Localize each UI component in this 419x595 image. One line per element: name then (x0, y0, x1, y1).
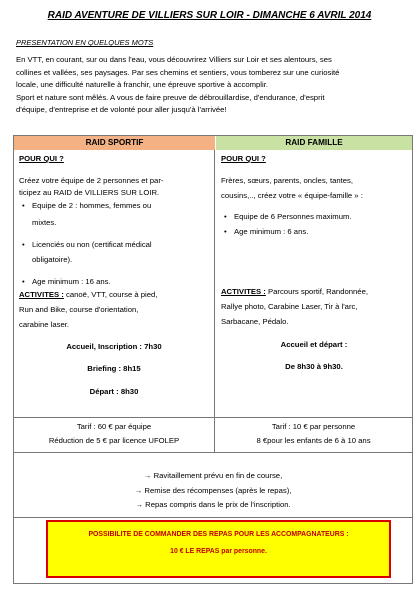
famille-content (221, 153, 407, 373)
famille-header: RAID FAMILLE (216, 136, 412, 150)
sportif-bullet: • Equipe de 2 : hommes, femmes ou (19, 200, 209, 212)
infos-item: → Remise des récompenses (après le repas), (134, 485, 292, 495)
sportif-bullet: • Age minimum : 16 ans. (19, 276, 209, 288)
sportif-activites-label: ACTIVITES : (19, 289, 64, 299)
famille-bullet: • Equipe de 6 Personnes maximum. (221, 211, 407, 223)
sportif-activites: canoë, VTT, course à pied, (63, 289, 158, 299)
repas-notice (46, 520, 391, 578)
famille-para: Frères, sœurs, parents, oncles, tantes, (221, 176, 354, 186)
famille-tarif-line: Tarif : 10 € par personne (271, 422, 356, 431)
sportif-pour-qui: POUR QUI ? (19, 154, 64, 163)
sportif-tarif-line: Réduction de 5 € par licence UFOLEP (48, 436, 180, 445)
raid-table (13, 135, 413, 584)
intro-line: En VTT, en courant, sur ou dans l'eau, vous découvrirez Villiers sur Loir et ses alentours, ses (16, 55, 332, 64)
sportif-briefing: Briefing : 8h15 (87, 364, 141, 374)
sportif-accueil: Accueil, Inscription : 7h30 (66, 342, 162, 352)
infos-list (13, 469, 413, 513)
sportif-activites: carabine laser. (19, 320, 69, 330)
intro-line: locale, une difficulté naturelle à franchir, une épreuve sportive à accomplir. (16, 80, 268, 90)
sportif-bullet: • Licenciés ou non (certificat médical (19, 239, 209, 251)
famille-pour-qui: POUR QUI ? (221, 154, 266, 163)
infos-item: → Repas compris dans le prix de l'inscription. (135, 500, 291, 509)
famille-activites: Rallye photo, Carabine Laser, Tir à l'arc, (221, 302, 358, 312)
infos-item: → Ravitaillement prévu en fin de course, (143, 471, 283, 480)
famille-tarif (214, 420, 413, 448)
page-title: RAID AVENTURE DE VILLIERS SUR LOIR - DIMANCHE 6 AVRIL 2014 (47, 10, 372, 21)
sportif-content (19, 153, 209, 398)
famille-horaires: De 8h30 à 9h30. (285, 361, 343, 371)
intro-text (16, 54, 411, 117)
sportif-tarif (13, 420, 215, 448)
sportif-depart: Départ : 8h30 (89, 386, 139, 396)
sportif-header: RAID SPORTIF (14, 136, 215, 150)
sportif-para: ticipez au RAID de VILLIERS SUR LOIR. (19, 188, 160, 198)
intro-line: collines et vallées, ses paysages. Par ses chemins et sentiers, vous tomberez sur une curiosité (16, 67, 340, 77)
famille-bullet: • Age minimum : 6 ans. (221, 226, 407, 238)
intro-line: Sport et nature sont mêlés. A vous de faire preuve de débrouillardise, d'endurance, d'esprit (16, 92, 325, 102)
sportif-tarif-line: Tarif : 60 € par équipe (76, 422, 152, 431)
famille-activites-label: ACTIVITES : (221, 287, 266, 297)
notice-line: 10 € LE REPAS par personne. (170, 548, 267, 555)
sportif-activites: Run and Bike, course d'orientation, (19, 304, 139, 314)
sportif-para: Créez votre équipe de 2 personnes et par- (19, 176, 164, 186)
famille-activites: Sarbacane, Pédalo. (221, 317, 289, 327)
notice-line: POSSIBILITE DE COMMANDER DES REPAS POUR LES ACCOMPAGNATEURS : (88, 531, 349, 538)
section-subtitle: PRESENTATION EN QUELQUES MOTS (16, 38, 154, 47)
intro-line: d'équipe, d'entreprise et de volonté pour aller jusqu'à l'arrivée! (16, 105, 227, 115)
sportif-bullet-cont: obligatoire). (32, 255, 73, 265)
famille-activites: Parcours sportif, Randonnée, (265, 287, 368, 297)
famille-para: cousins,.., créez votre « équipe-famille » : (221, 191, 363, 201)
famille-accueil: Accueil et départ : (280, 339, 348, 349)
sportif-bullet-cont: mixtes. (32, 217, 57, 227)
famille-tarif-line: 8 €pour les enfants de 6 à 10 ans (256, 436, 371, 445)
